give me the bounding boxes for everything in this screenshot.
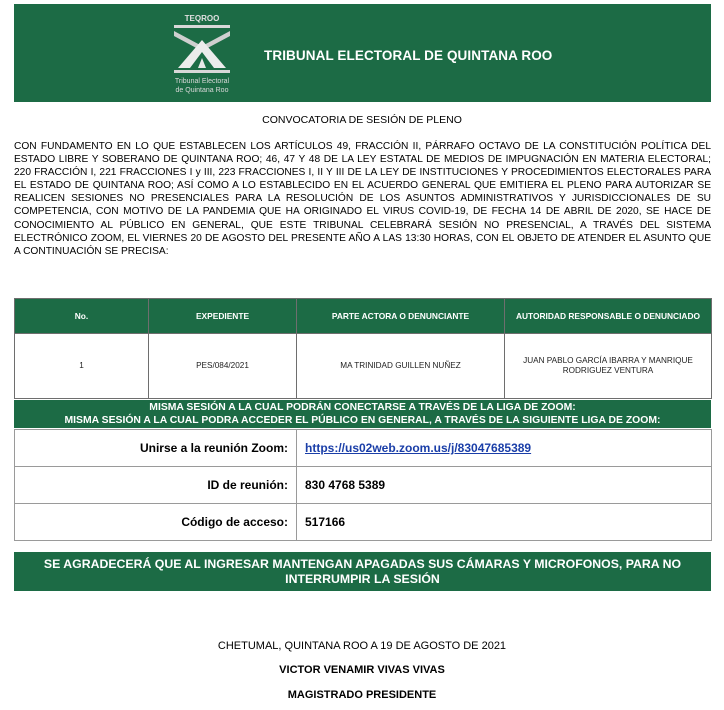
footer-banner: SE AGRADECERÁ QUE AL INGRESAR MANTENGAN APAGADAS SUS CÁMARAS Y MICROFONOS, PARA NO INTERRUMPIR LA SESIÓN <box>14 552 711 591</box>
svg-text:Tribunal Electoral: Tribunal Electoral <box>174 78 230 85</box>
zoom-id-row <box>15 467 712 504</box>
header-title: TRIBUNAL ELECTORAL DE QUINTANA ROO <box>264 48 553 63</box>
signature-position: MAGISTRADO PRESIDENTE <box>287 689 437 701</box>
cases-table <box>14 298 712 399</box>
zoom-id-label: ID de reunión: <box>15 467 297 504</box>
signature-place-date: CHETUMAL, QUINTANA ROO A 19 DE AGOSTO DE 2021 <box>217 640 507 652</box>
cell-parte-actora: MA TRINIDAD GUILLEN NUÑEZ <box>297 334 505 399</box>
zoom-join-link[interactable]: https://us02web.zoom.us/j/83047685389 <box>305 441 532 455</box>
table-header-row <box>15 299 712 334</box>
header-no: No. <box>15 299 149 334</box>
zoom-code-value: 517166 <box>297 504 712 541</box>
cell-expediente: PES/084/2021 <box>149 334 297 399</box>
zoom-code-label: Código de acceso: <box>15 504 297 541</box>
convocatoria-paragraph: CON FUNDAMENTO EN LO QUE ESTABLECEN LOS ARTÍCULOS 49, FRACCIÓN II, PÁRRAFO OCTAVO DE LA CONSTITUCIÓN POLÍTICA DEL ESTADO LIBRE Y SOBERANO DE QUINTANA ROO; 46, 47 Y 48 DE LA LEY ESTATAL DE MEDIOS DE IMPUGNACIÓN EN MATERIA ELECTORAL; 220 FRACCIÓN I, 221 FRACCIONES I y III, 223 FRACCIONES I, II Y III DE LA LEY DE INSTITUCIONES Y PROCEDIMIENTOS ELECTORALES PARA EL ESTADO DE QUINTANA ROO; ASÍ COMO A LO ESTABLECIDO EN EL ACUERDO GENERAL QUE EMITIERA EL PLENO PARA AUTORIZAR SE REALICEN SESIONES NO PRESENCIALES PARA LA RESOLUCIÓN DE LOS ASUNTOS ADMINISTRATIVOS Y JURISDICCIONALES DE SU COMPETENCIA, CON MOTIVO DE LA PANDEMIA QUE HA ORIGINADO EL VIRUS COVID-19, DE FECHA 14 DE ABRIL DE 2020, SE HACE DE CONOCIMIENTO AL PÚBLICO EN GENERAL, QUE ESTE TRIBUNAL CELEBRARÁ SESIÓN NO PRESENCIAL, A TRAVÉS DEL SISTEMA ELECTRÓNICO ZOOM, EL VIERNES 20 DE AGOSTO DEL PRESENTE AÑO A LAS 13:30 HORAS, CON EL OBJETO DE ATENDER EL ASUNTO QUE A CONTINUACIÓN SE PRECISA: <box>14 141 711 257</box>
zoom-details-table <box>14 429 712 541</box>
svg-text:TEQROO: TEQROO <box>184 14 220 23</box>
tribunal-logo <box>162 12 242 98</box>
header-parte-actora: PARTE ACTORA O DENUNCIANTE <box>297 299 505 334</box>
zoom-join-label: Unirse a la reunión Zoom: <box>15 430 297 467</box>
zoom-notice-banner <box>14 400 711 428</box>
header-autoridad: AUTORIDAD RESPONSABLE O DENUNCIADO <box>505 299 712 334</box>
convocatoria-title: CONVOCATORIA DE SESIÓN DE PLENO <box>262 114 462 126</box>
table-row <box>15 334 712 399</box>
cell-autoridad: JUAN PABLO GARCÍA IBARRA Y MANRIQUE RODRIGUEZ VENTURA <box>505 334 712 399</box>
zoom-notice-line2: MISMA SESIÓN A LA CUAL PODRA ACCEDER EL PÚBLICO EN GENERAL, A TRAVÉS DE LA SIGUIENTE LIGA DE ZOOM: <box>64 414 661 426</box>
cell-no: 1 <box>15 334 149 399</box>
zoom-id-value: 830 4768 5389 <box>297 467 712 504</box>
header-expediente: EXPEDIENTE <box>149 299 297 334</box>
zoom-notice-line1: MISMA SESIÓN A LA CUAL PODRÁN CONECTARSE A TRAVÉS DE LA LIGA DE ZOOM: <box>149 402 576 413</box>
zoom-code-row <box>15 504 712 541</box>
header-banner <box>14 4 711 102</box>
signature-name: VICTOR VENAMIR VIVAS VIVAS <box>279 664 445 676</box>
zoom-join-row <box>15 430 712 467</box>
svg-text:de Quintana Roo: de Quintana Roo <box>175 87 229 94</box>
